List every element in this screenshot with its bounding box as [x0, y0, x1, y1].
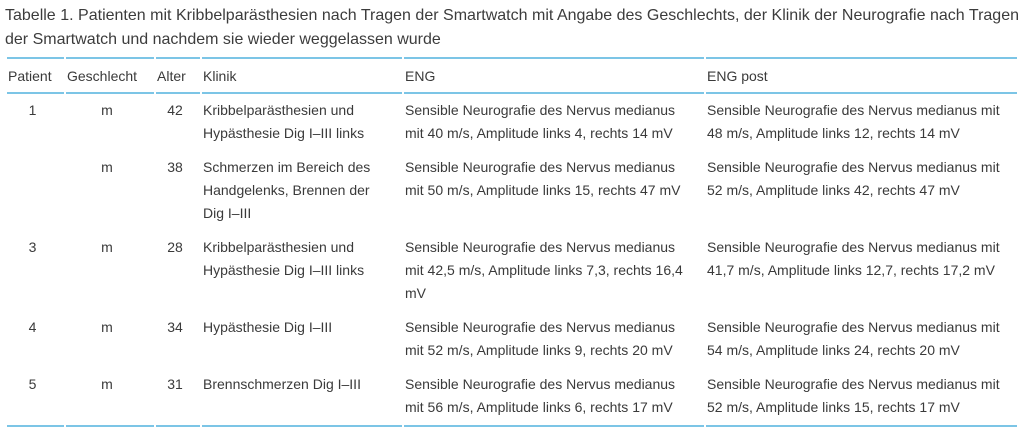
table-row — [7, 231, 1017, 311]
cell-geschlecht: m — [66, 368, 154, 427]
cell-geschlecht: m — [101, 102, 113, 118]
col-header-eng-post: ENG post — [706, 57, 1017, 94]
cell-klinik: Kribbelparästhesien und Hypästhesie Dig I–III links — [203, 102, 365, 141]
cell-klinik: Hypästhesie Dig I–III — [203, 319, 333, 335]
cell-eng: Sensible Neurografie des Nervus medianus mit 52 m/s, Amplitude links 9, rechts 20 mV — [405, 319, 676, 358]
patient-table — [5, 57, 1019, 427]
col-header-geschlecht: Geschlecht — [66, 57, 154, 94]
cell-patient: 3 — [28, 239, 37, 255]
cell-eng-post: Sensible Neurografie des Nervus medianus mit 41,7 m/s, Amplitude links 12,7, rechts 17,2 mV — [707, 239, 1000, 278]
col-header-patient: Patient — [7, 57, 64, 94]
cell-geschlecht: m — [101, 319, 113, 335]
cell-eng-post: Sensible Neurografie des Nervus medianus mit 54 m/s, Amplitude links 24, rechts 20 mV — [707, 319, 1000, 358]
col-header-alter: Alter — [156, 57, 200, 94]
header-row — [7, 57, 1017, 94]
cell-geschlecht: m — [101, 159, 113, 175]
cell-eng: Sensible Neurografie des Nervus medianus mit 40 m/s, Amplitude links 4, rechts 14 mV — [405, 102, 676, 141]
cell-eng: Sensible Neurografie des Nervus medianus mit 42,5 m/s, Amplitude links 7,3, rechts 16,4 mV — [405, 239, 683, 301]
cell-eng-post: Sensible Neurografie des Nervus medianus mit 52 m/s, Amplitude links 42, rechts 47 mV — [707, 159, 1000, 198]
cell-eng: Sensible Neurografie des Nervus medianus mit 56 m/s, Amplitude links 6, rechts 17 mV — [404, 368, 704, 427]
cell-eng-post: Sensible Neurografie des Nervus medianus mit 52 m/s, Amplitude links 15, rechts 17 mV — [706, 368, 1017, 427]
cell-patient: 1 — [28, 102, 37, 118]
table-row — [7, 94, 1017, 151]
cell-alter: 42 — [167, 102, 183, 118]
table-row — [7, 311, 1017, 368]
cell-patient — [7, 151, 64, 231]
col-header-eng: ENG — [404, 57, 704, 94]
cell-klinik: Schmerzen im Bereich des Handgelenks, Brennen der Dig I–III — [203, 159, 371, 221]
cell-patient: 4 — [28, 319, 37, 335]
cell-eng: Sensible Neurografie des Nervus medianus mit 50 m/s, Amplitude links 15, rechts 47 mV — [405, 159, 681, 198]
cell-alter: 34 — [167, 319, 183, 335]
cell-klinik: Kribbelparästhesien und Hypästhesie Dig I–III links — [203, 239, 365, 278]
cell-eng-post: Sensible Neurografie des Nervus medianus mit 48 m/s, Amplitude links 12, rechts 14 mV — [707, 102, 1000, 141]
table-caption: Tabelle 1. Patienten mit Kribbelparästhesien nach Tragen der Smartwatch mit Angabe des Geschlechts, der Klinik der Neurografie nach Tragen der Smartwatch und nachdem sie wieder weggelassen wurde — [5, 7, 1019, 48]
cell-alter: 31 — [156, 368, 200, 427]
cell-klinik: Brennschmerzen Dig I–III — [202, 368, 402, 427]
cell-alter: 28 — [167, 239, 183, 255]
cell-patient: 5 — [7, 368, 64, 427]
cell-geschlecht: m — [101, 239, 113, 255]
col-header-klinik: Klinik — [202, 57, 402, 94]
table-row — [7, 151, 1017, 231]
cell-alter: 38 — [167, 159, 183, 175]
table-row — [7, 368, 1017, 427]
